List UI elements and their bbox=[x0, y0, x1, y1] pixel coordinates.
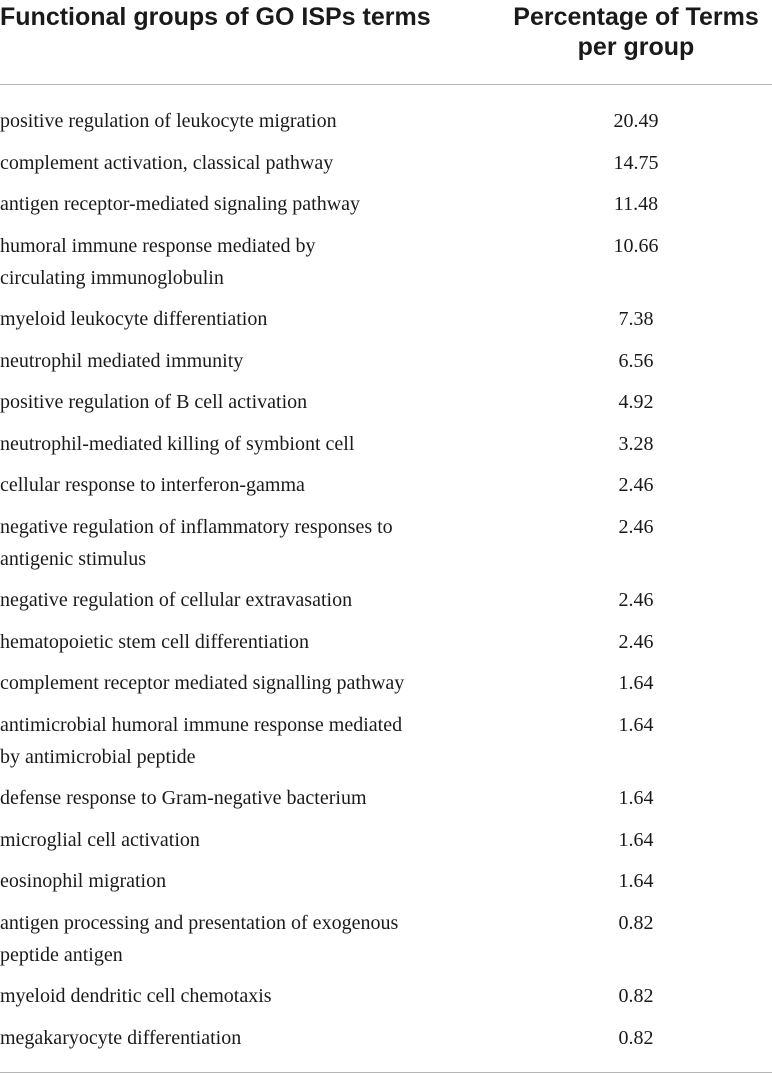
term-line: megakaryocyte differentiation bbox=[0, 1026, 242, 1049]
percentage-cell: 4.92 bbox=[618, 391, 654, 413]
percentage-cell: 0.82 bbox=[618, 911, 654, 934]
term-line: myeloid dendritic cell chemotaxis bbox=[0, 985, 272, 1007]
term-line: humoral immune response mediated by bbox=[0, 234, 316, 257]
percentage-cell: 1.64 bbox=[618, 713, 654, 736]
term-line: eosinophil migration bbox=[0, 870, 167, 892]
term-cell bbox=[0, 907, 500, 971]
term-line: antigenic stimulus bbox=[0, 547, 147, 570]
term-cell bbox=[0, 709, 500, 773]
percentage-cell: 3.28 bbox=[618, 432, 654, 455]
header-functional-groups: Functional groups of GO ISPs terms bbox=[0, 3, 431, 31]
table-row bbox=[0, 667, 772, 709]
table-row bbox=[0, 782, 772, 824]
term-line: myeloid leukocyte differentiation bbox=[0, 308, 268, 330]
term-cell bbox=[0, 303, 500, 335]
term-cell bbox=[0, 188, 500, 220]
header-percentage bbox=[500, 2, 772, 62]
table-bottom-rule bbox=[0, 1072, 772, 1073]
table-row bbox=[0, 469, 772, 511]
table-row bbox=[0, 345, 772, 387]
term-line: antigen receptor-mediated signaling pathway bbox=[0, 193, 361, 215]
table-row bbox=[0, 907, 772, 981]
term-line: cellular response to interferon-gamma bbox=[0, 474, 305, 496]
percentage-cell: 1.64 bbox=[618, 672, 654, 694]
term-line: positive regulation of leukocyte migration bbox=[0, 110, 337, 132]
table-row bbox=[0, 824, 772, 866]
term-line: hematopoietic stem cell differentiation bbox=[0, 630, 309, 653]
table-row bbox=[0, 980, 772, 1022]
percentage-cell: 0.82 bbox=[618, 985, 654, 1007]
table-row bbox=[0, 865, 772, 907]
percentage-cell: 20.49 bbox=[613, 110, 659, 132]
percentage-cell: 0.82 bbox=[618, 1026, 654, 1049]
percentage-cell: 1.64 bbox=[618, 870, 654, 892]
term-line: neutrophil-mediated killing of symbiont cell bbox=[0, 432, 355, 455]
percentage-cell: 2.46 bbox=[618, 474, 654, 496]
table-row bbox=[0, 386, 772, 428]
term-line: complement receptor mediated signalling pathway bbox=[0, 672, 405, 694]
term-cell bbox=[0, 511, 500, 575]
table-row bbox=[0, 230, 772, 304]
table-row bbox=[0, 584, 772, 626]
term-line: antimicrobial humoral immune response mediated bbox=[0, 713, 403, 736]
percentage-cell: 7.38 bbox=[618, 308, 654, 330]
percentage-cell: 10.66 bbox=[613, 234, 659, 257]
term-cell bbox=[0, 345, 500, 377]
header-percentage-line1: Percentage of Terms bbox=[513, 3, 759, 31]
percentage-cell: 1.64 bbox=[618, 787, 654, 809]
table-header bbox=[0, 0, 772, 85]
term-cell bbox=[0, 980, 500, 1012]
term-cell bbox=[0, 428, 500, 460]
table-row bbox=[0, 511, 772, 585]
term-line: by antimicrobial peptide bbox=[0, 745, 196, 768]
term-cell bbox=[0, 147, 500, 179]
percentage-cell: 2.46 bbox=[618, 515, 654, 538]
table-row bbox=[0, 303, 772, 345]
term-cell bbox=[0, 105, 500, 137]
table-row bbox=[0, 709, 772, 783]
term-line: microglial cell activation bbox=[0, 828, 200, 851]
percentage-cell: 14.75 bbox=[613, 151, 659, 174]
term-cell bbox=[0, 469, 500, 501]
table-row bbox=[0, 1022, 772, 1064]
table-row bbox=[0, 188, 772, 230]
table-row bbox=[0, 105, 772, 147]
percentage-cell: 11.48 bbox=[613, 193, 659, 215]
header-percentage-line2: per group bbox=[577, 33, 695, 61]
term-line: neutrophil mediated immunity bbox=[0, 349, 244, 372]
term-line: positive regulation of B cell activation bbox=[0, 391, 308, 413]
term-line: circulating immunoglobulin bbox=[0, 266, 224, 289]
term-cell bbox=[0, 230, 500, 294]
term-cell bbox=[0, 386, 500, 418]
term-line: defense response to Gram-negative bacterium bbox=[0, 787, 367, 809]
term-cell bbox=[0, 782, 500, 814]
term-cell bbox=[0, 626, 500, 658]
term-cell bbox=[0, 1022, 500, 1054]
percentage-cell: 1.64 bbox=[618, 828, 654, 851]
term-line: negative regulation of cellular extravasation bbox=[0, 589, 353, 611]
term-cell bbox=[0, 584, 500, 616]
percentage-cell: 2.46 bbox=[618, 630, 654, 653]
term-cell bbox=[0, 667, 500, 699]
term-cell bbox=[0, 824, 500, 856]
term-line: complement activation, classical pathway bbox=[0, 151, 334, 174]
term-line: peptide antigen bbox=[0, 943, 123, 966]
table-row bbox=[0, 626, 772, 668]
term-line: antigen processing and presentation of exogenous bbox=[0, 911, 399, 934]
table-row bbox=[0, 147, 772, 189]
percentage-cell: 6.56 bbox=[618, 349, 654, 372]
term-cell bbox=[0, 865, 500, 897]
percentage-cell: 2.46 bbox=[618, 589, 654, 611]
term-line: negative regulation of inflammatory responses to bbox=[0, 515, 393, 538]
table-body bbox=[0, 105, 772, 1063]
table-row bbox=[0, 428, 772, 470]
